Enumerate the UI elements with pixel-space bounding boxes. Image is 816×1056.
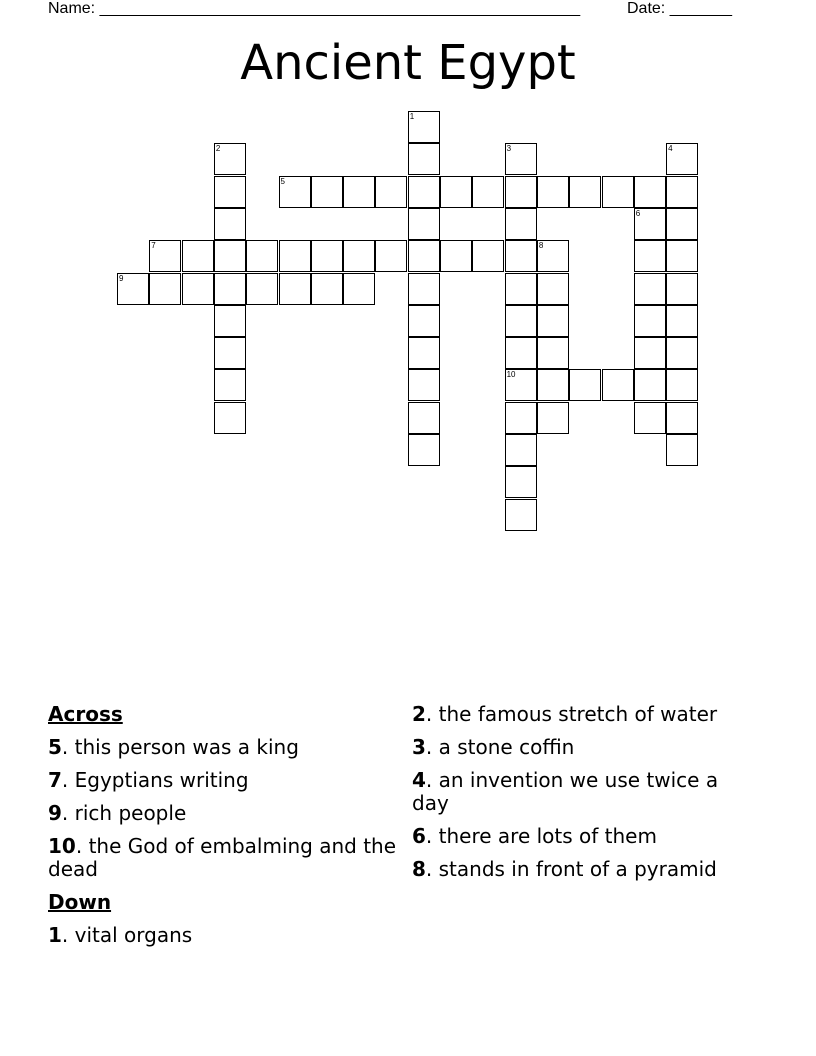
grid-cell[interactable] [666, 369, 698, 401]
grid-cell[interactable] [666, 402, 698, 434]
clue-number-label: 8 [538, 241, 544, 251]
clue-number-label: 2 [215, 144, 221, 154]
grid-cell[interactable] [472, 176, 504, 208]
grid-cell[interactable] [408, 143, 440, 175]
grid-cell[interactable] [602, 176, 634, 208]
grid-cell[interactable] [505, 499, 537, 531]
grid-cell[interactable] [537, 176, 569, 208]
grid-cell[interactable] [634, 402, 666, 434]
grid-cell[interactable] [149, 240, 181, 272]
grid-cell[interactable] [666, 240, 698, 272]
grid-cell[interactable] [182, 240, 214, 272]
grid-cell[interactable] [214, 402, 246, 434]
grid-cell[interactable] [537, 240, 569, 272]
down-heading: Down [48, 890, 112, 914]
grid-cell[interactable] [311, 240, 343, 272]
grid-cell[interactable] [505, 337, 537, 369]
grid-cell[interactable] [117, 273, 149, 305]
grid-cell[interactable] [666, 143, 698, 175]
clues-right-column [412, 703, 742, 891]
grid-cell[interactable] [537, 369, 569, 401]
grid-cell[interactable] [634, 337, 666, 369]
clue-across-9: 9. rich people [48, 801, 187, 825]
grid-cell[interactable] [343, 240, 375, 272]
grid-cell[interactable] [505, 273, 537, 305]
grid-cell[interactable] [408, 305, 440, 337]
grid-cell[interactable] [214, 369, 246, 401]
grid-cell[interactable] [375, 176, 407, 208]
grid-cell[interactable] [472, 240, 504, 272]
grid-cell[interactable] [602, 369, 634, 401]
grid-cell[interactable] [246, 240, 278, 272]
grid-cell[interactable] [375, 240, 407, 272]
clue-down-3: 3. a stone coffin [412, 735, 575, 759]
clue-down-4: 4. an invention we use twice a day [412, 768, 719, 815]
clue-number-label: 10 [506, 370, 516, 380]
grid-cell[interactable] [214, 143, 246, 175]
grid-cell[interactable] [214, 240, 246, 272]
clue-number-label: 9 [119, 273, 124, 283]
grid-cell[interactable] [569, 369, 601, 401]
grid-cell[interactable] [214, 337, 246, 369]
grid-cell[interactable] [311, 273, 343, 305]
page-title: Ancient Egypt [240, 35, 576, 91]
grid-cell[interactable] [505, 402, 537, 434]
grid-cell[interactable] [505, 369, 537, 401]
grid-cell[interactable] [408, 111, 440, 143]
grid-cell[interactable] [214, 305, 246, 337]
grid-cell[interactable] [214, 208, 246, 240]
grid-cell[interactable] [408, 337, 440, 369]
grid-cell[interactable] [505, 434, 537, 466]
grid-cell[interactable] [440, 240, 472, 272]
grid-cell[interactable] [634, 208, 666, 240]
clue-across-10: 10. the God of embalming and the dead [48, 834, 397, 881]
grid-cell[interactable] [505, 208, 537, 240]
clue-down-2: 2. the famous stretch of water [412, 702, 718, 726]
clues-left-column [48, 703, 398, 957]
grid-cell[interactable] [634, 176, 666, 208]
grid-cell[interactable] [408, 240, 440, 272]
grid-cell[interactable] [408, 176, 440, 208]
grid-cell[interactable] [634, 369, 666, 401]
grid-cell[interactable] [214, 176, 246, 208]
grid-cell[interactable] [666, 176, 698, 208]
grid-cell[interactable] [666, 337, 698, 369]
clue-across-5: 5. this person was a king [48, 735, 299, 759]
clue-number-label: 1 [409, 112, 415, 121]
name-field[interactable]: Name: ______________________________________________________ [48, 0, 581, 17]
grid-cell[interactable] [343, 273, 375, 305]
grid-cell[interactable] [408, 208, 440, 240]
grid-cell[interactable] [537, 402, 569, 434]
grid-cell[interactable] [214, 273, 246, 305]
grid-cell[interactable] [505, 176, 537, 208]
clue-number-label: 6 [635, 208, 641, 218]
grid-cell[interactable] [634, 240, 666, 272]
grid-cell[interactable] [634, 273, 666, 305]
grid-cell[interactable] [666, 305, 698, 337]
grid-cell[interactable] [666, 208, 698, 240]
clue-number-label: 3 [506, 144, 512, 154]
across-heading: Across [48, 702, 123, 726]
clue-down-1: 1. vital organs [48, 923, 193, 947]
grid-cell[interactable] [537, 273, 569, 305]
grid-cell[interactable] [505, 466, 537, 498]
grid-cell[interactable] [505, 143, 537, 175]
clue-down-8: 8. stands in front of a pyramid [412, 857, 717, 881]
grid-cell[interactable] [537, 305, 569, 337]
grid-cell[interactable] [279, 176, 311, 208]
clue-down-6: 6. there are lots of them [412, 824, 657, 848]
grid-cell[interactable] [408, 434, 440, 466]
grid-cell[interactable] [666, 273, 698, 305]
grid-cell[interactable] [182, 273, 214, 305]
grid-cell[interactable] [246, 273, 278, 305]
clue-number-label: 5 [280, 176, 285, 186]
grid-cell[interactable] [569, 176, 601, 208]
grid-cell[interactable] [537, 337, 569, 369]
grid-cell[interactable] [408, 369, 440, 401]
grid-cell[interactable] [279, 240, 311, 272]
grid-cell[interactable] [408, 402, 440, 434]
date-field[interactable]: Date: _______ [627, 0, 732, 17]
grid-cell[interactable] [666, 434, 698, 466]
grid-cell[interactable] [311, 176, 343, 208]
clue-number-label: 7 [151, 241, 156, 251]
clue-across-7: 7. Egyptians writing [48, 768, 249, 792]
grid-cell[interactable] [505, 240, 537, 272]
grid-cell[interactable] [505, 305, 537, 337]
grid-cell[interactable] [440, 176, 472, 208]
grid-cell[interactable] [408, 273, 440, 305]
clue-number-label: 4 [668, 144, 673, 154]
grid-cell[interactable] [279, 273, 311, 305]
grid-cell[interactable] [634, 305, 666, 337]
grid-cell[interactable] [343, 176, 375, 208]
grid-cell[interactable] [149, 273, 181, 305]
